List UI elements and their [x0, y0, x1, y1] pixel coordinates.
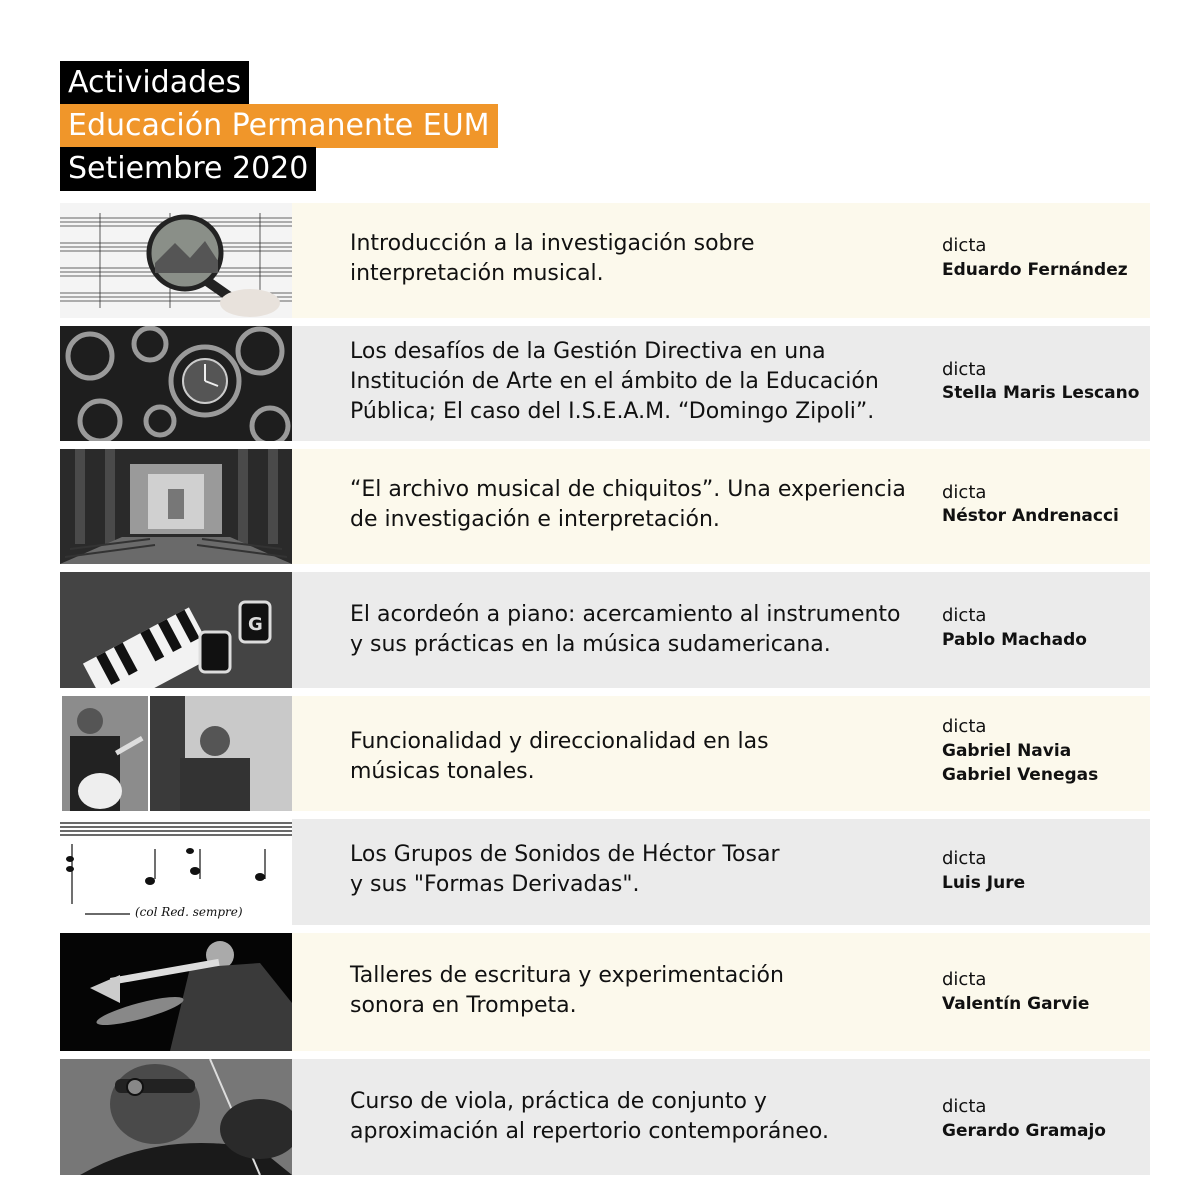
- dicta-label-1: dicta: [942, 235, 987, 256]
- handwritten-score-image: [60, 819, 292, 925]
- header-actividades: Actividades: [60, 61, 249, 105]
- activity-title-line: Introducción a la investigación sobre: [350, 231, 755, 256]
- activity-title-7: [350, 961, 784, 1021]
- score-magnifier-image: [60, 203, 292, 318]
- dicta-label-7: dicta: [942, 969, 987, 990]
- activity-title-line: y sus "Formas Derivadas".: [350, 872, 640, 897]
- header-educacion-permanente: Educación Permanente EUM: [60, 104, 498, 148]
- activity-title-line: de investigación e interpretación.: [350, 507, 720, 532]
- handwritten-score-text: (col Red. sempre): [135, 905, 243, 919]
- header-date: Setiembre 2020: [60, 147, 316, 191]
- dicta-label-3: dicta: [942, 482, 987, 503]
- activity-title-2: [350, 337, 879, 427]
- activity-title-line: Talleres de escritura y experimentación: [350, 963, 784, 988]
- activity-title-8: [350, 1087, 829, 1147]
- activity-title-line: interpretación musical.: [350, 261, 604, 286]
- teacher-name: Gerardo Gramajo: [942, 1121, 1106, 1141]
- activity-title-line: sonora en Trompeta.: [350, 993, 577, 1018]
- activity-title-5: [350, 727, 769, 787]
- teacher-name: Pablo Machado: [942, 630, 1087, 650]
- activity-title-line: Curso de viola, práctica de conjunto y: [350, 1089, 767, 1114]
- svg-text:G: G: [248, 614, 263, 635]
- teacher-name: Stella Maris Lescano: [942, 383, 1140, 403]
- activity-title-line: músicas tonales.: [350, 759, 535, 784]
- teacher-name: Luis Jure: [942, 873, 1026, 893]
- activity-title-line: y sus prácticas en la música sudamericana.: [350, 632, 831, 657]
- activity-title-line: Funcionalidad y direccionalidad en las: [350, 729, 769, 754]
- activity-title-line: Los desafíos de la Gestión Directiva en una: [350, 339, 826, 364]
- dicta-label-8: dicta: [942, 1096, 987, 1117]
- activity-title-line: aproximación al repertorio contemporáneo.: [350, 1119, 829, 1144]
- teacher-name: Gabriel Navia: [942, 741, 1072, 761]
- activity-title-line: El acordeón a piano: acercamiento al instrumento: [350, 602, 901, 627]
- dicta-label-4: dicta: [942, 605, 987, 626]
- teacher-name: Gabriel Venegas: [942, 765, 1099, 785]
- viola-player-image: [60, 1059, 292, 1175]
- accordion-image: [60, 572, 292, 688]
- activity-title-3: [350, 475, 906, 535]
- gears-clock-image: [60, 326, 292, 441]
- dicta-label-5: dicta: [942, 716, 987, 737]
- activity-title-line: “El archivo musical de chiquitos”. Una experiencia: [350, 477, 906, 502]
- activity-title-line: Los Grupos de Sonidos de Héctor Tosar: [350, 842, 780, 867]
- dicta-label-2: dicta: [942, 359, 987, 380]
- dicta-label-6: dicta: [942, 848, 987, 869]
- activity-title-line: Institución de Arte en el ámbito de la Educación: [350, 369, 879, 394]
- activity-title-4: [350, 600, 901, 660]
- two-portraits-image: [60, 696, 292, 811]
- activity-title-6: [350, 840, 780, 900]
- teacher-name: Eduardo Fernández: [942, 260, 1128, 280]
- teacher-name: Néstor Andrenacci: [942, 506, 1119, 526]
- activity-title-line: Pública; El caso del I.S.E.A.M. “Domingo Zipoli”.: [350, 399, 875, 424]
- activity-title-1: [350, 229, 755, 289]
- trumpet-player-image: [60, 933, 292, 1051]
- teacher-name: Valentín Garvie: [942, 994, 1090, 1014]
- church-interior-image: [60, 449, 292, 564]
